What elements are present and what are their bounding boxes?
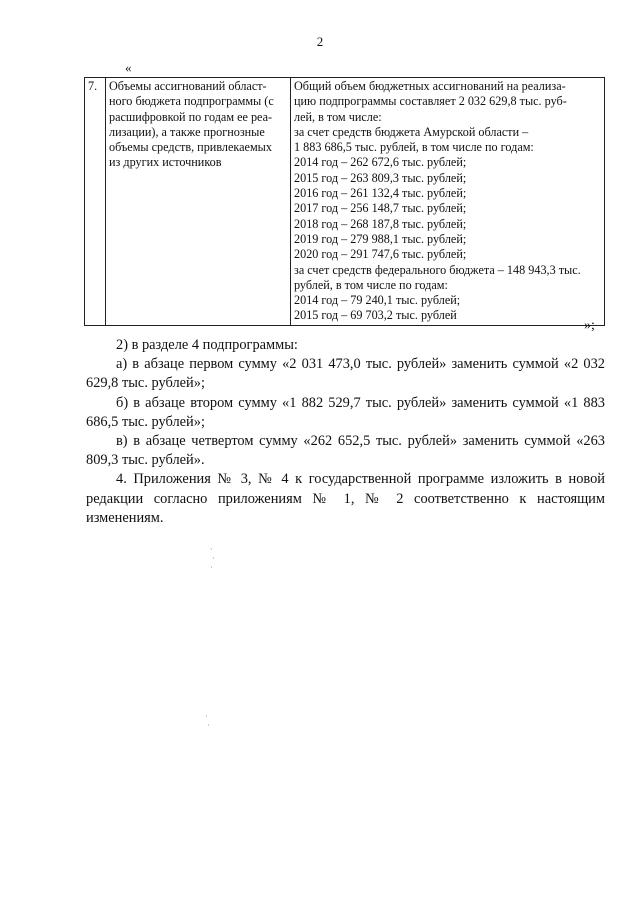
- scan-speck: · · ·: [210, 545, 215, 572]
- text-line: рублей, в том числе по годам:: [294, 277, 448, 292]
- name-line: лизации), а также прогнозные: [109, 124, 265, 139]
- row-text-cell: [291, 78, 605, 326]
- paragraph: в) в абзаце четвертом сумму «262 652,5 тыс. рублей» заменить суммой «263 809,3 тыс. рублей».: [86, 433, 605, 469]
- name-line: расшифровкой по годам ее реа-: [109, 109, 273, 124]
- name-line: объемы средств, привлекаемых: [109, 140, 272, 155]
- text-line: 2018 год – 268 187,8 тыс. рублей;: [294, 216, 467, 231]
- text-line: 2014 год – 262 672,6 тыс. рублей;: [294, 155, 467, 170]
- row-number-cell: 7.: [85, 78, 106, 326]
- table-row: [85, 78, 605, 326]
- paragraph: б) в абзаце втором сумму «1 882 529,7 тыс. рублей» заменить суммой «1 883 686,5 тыс. рублей»;: [86, 394, 605, 430]
- text-line: 2020 год – 291 747,6 тыс. рублей;: [294, 247, 467, 262]
- text-line: 2017 год – 256 148,7 тыс. рублей;: [294, 201, 467, 216]
- text-line: 2015 год – 69 703,2 тыс. рублей: [294, 308, 457, 323]
- paragraph: 2) в разделе 4 подпрограммы:: [116, 337, 298, 353]
- paragraph: 4. Приложения № 3, № 4 к государственной программе изложить в новой редакции согласно приложениям № 1, № 2 соответственно к настоящим изменениям.: [86, 471, 605, 526]
- program-funding-table: [84, 77, 605, 326]
- name-line: Объемы ассигнований област-: [109, 79, 267, 93]
- paragraph: а) в абзаце первом сумму «2 031 473,0 тыс. рублей» заменить суммой «2 032 629,8 тыс. рублей»;: [86, 356, 605, 392]
- opening-quote-mark: «: [125, 60, 132, 75]
- page-number: 2: [316, 34, 324, 49]
- text-line: Общий объем бюджетных ассигнований на реализа-: [294, 79, 566, 93]
- text-line: за счет средств федерального бюджета – 148 943,3 тыс.: [294, 262, 581, 277]
- text-line: 2015 год – 263 809,3 тыс. рублей;: [294, 170, 467, 185]
- text-line: 2016 год – 261 132,4 тыс. рублей;: [294, 186, 467, 201]
- text-line: 2019 год – 279 988,1 тыс. рублей;: [294, 231, 467, 246]
- text-line: цию подпрограммы составляет 2 032 629,8 тыс. руб-: [294, 94, 567, 109]
- text-line: 2014 год – 79 240,1 тыс. рублей;: [294, 293, 461, 308]
- amendment-text: [86, 336, 605, 528]
- text-line: лей, в том числе:: [294, 109, 382, 124]
- name-line: из других источников: [109, 155, 222, 170]
- row-name-cell: [106, 78, 291, 326]
- scan-speck: · ·: [205, 712, 210, 730]
- closing-quote-mark: »;: [584, 318, 595, 333]
- text-line: 1 883 686,5 тыс. рублей, в том числе по годам:: [294, 140, 534, 155]
- text-line: за счет средств бюджета Амурской области –: [294, 124, 529, 139]
- name-line: ного бюджета подпрограммы (с: [109, 94, 274, 109]
